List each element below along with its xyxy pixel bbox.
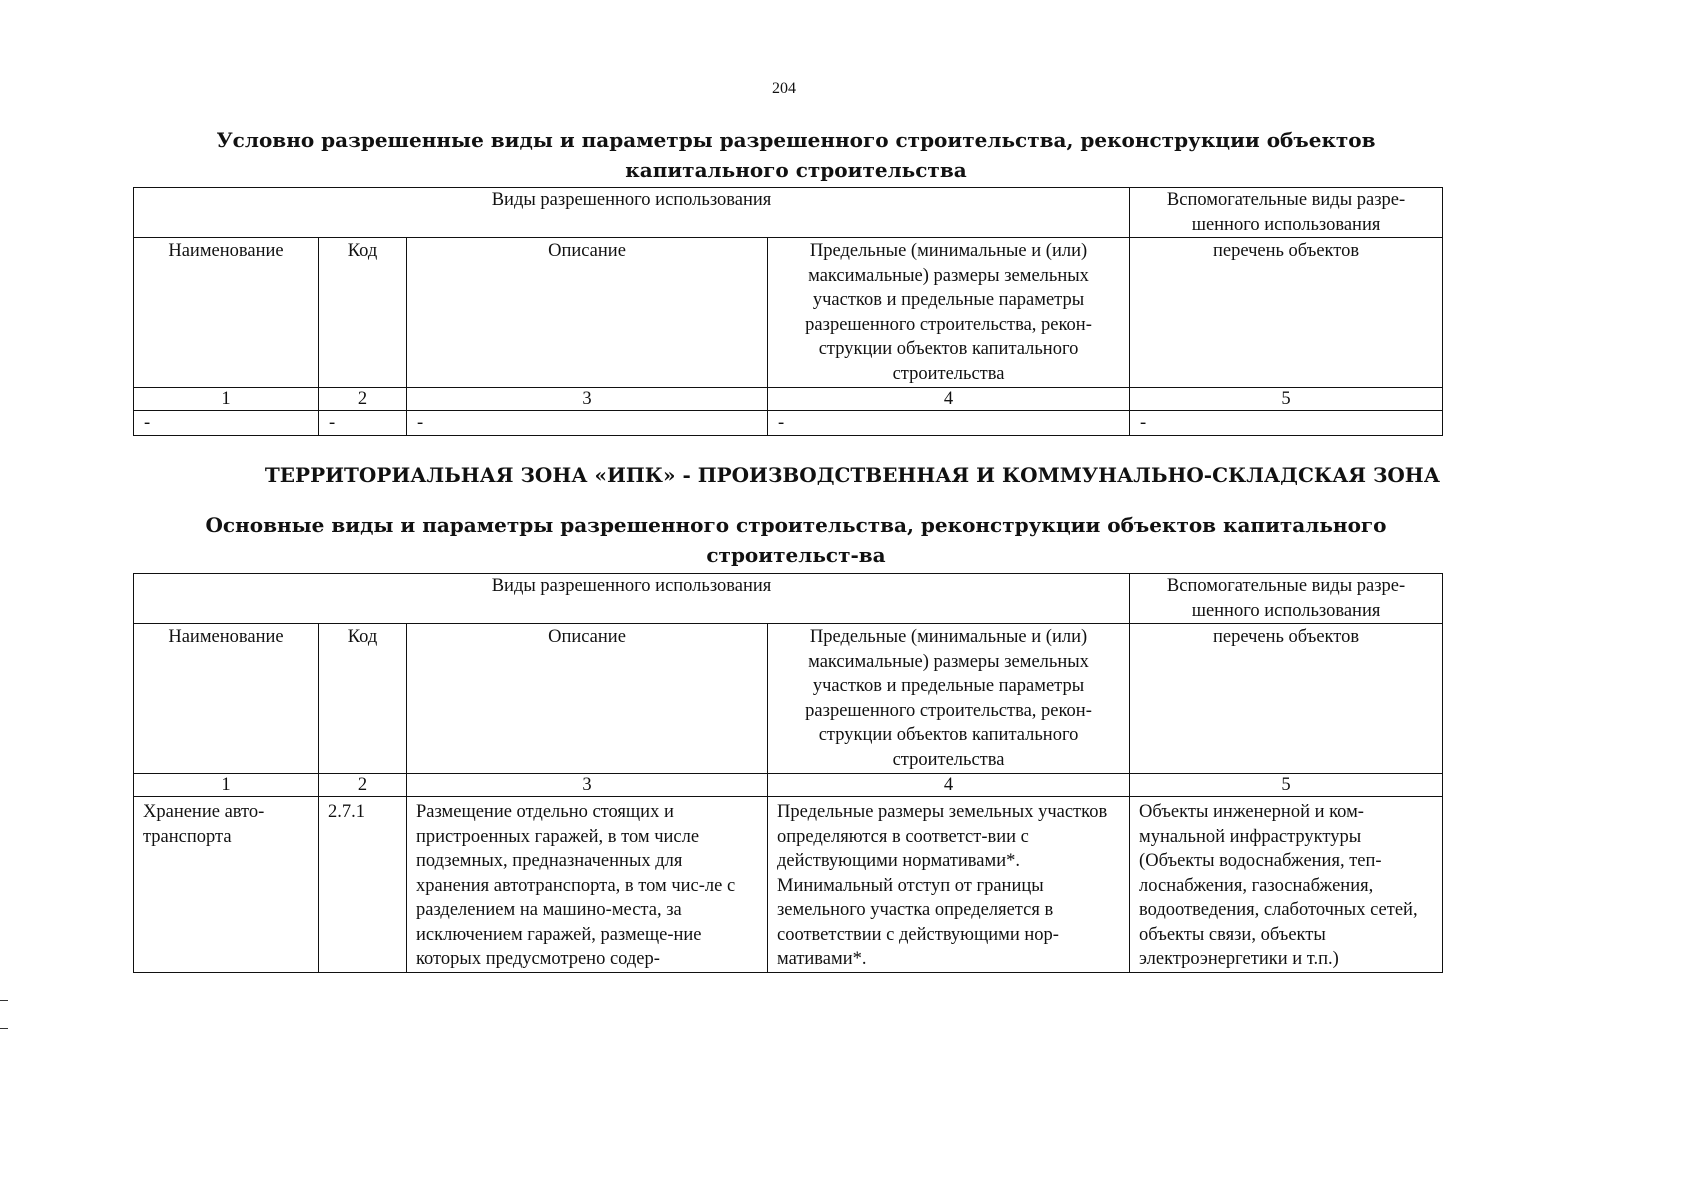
- table-cell: -: [1130, 411, 1443, 436]
- column-number: 1: [134, 774, 319, 797]
- use-description-cell: Размещение отдельно стоящих и пристроенных гаражей, в том числе подземных, предназначенных для хранения автотранспорта, в том чис-ле с разделением на машино-места, за исключением гаражей, размеще-ние которых предусмотрено содер-: [407, 797, 768, 973]
- table-cell: -: [768, 411, 1130, 436]
- header-objects: перечень объектов: [1130, 624, 1443, 774]
- header-name: Наименование: [134, 238, 319, 388]
- use-limits-cell: Предельные размеры земельных участков определяются в соответст-вии с действующими нормативами*. Минимальный отступ от границы земельного участка определяется в соответствии с действующими нор-мативами*.: [768, 797, 1130, 973]
- column-number: 5: [1130, 774, 1443, 797]
- header-code: Код: [319, 624, 407, 774]
- header-group-main: Виды разрешенного использования: [134, 188, 1130, 238]
- header-description: Описание: [407, 238, 768, 388]
- zone-title: ТЕРРИТОРИАЛЬНАЯ ЗОНА «ИПК» - ПРОИЗВОДСТВЕННАЯ И КОММУНАЛЬНО-СКЛАДСКАЯ ЗОНА: [264, 463, 1440, 487]
- use-name-cell: Хранение авто-транспорта: [134, 797, 319, 973]
- column-number: 3: [407, 388, 768, 411]
- table-cell: -: [134, 411, 319, 436]
- header-description: Описание: [407, 624, 768, 774]
- use-objects-cell: Объекты инженерной и ком-мунальной инфраструктуры (Объекты водоснабжения, теп-лоснабжения, газоснабжения, водоотведения, слаботочных сетей, объекты связи, объекты электроэнергетики и т.п.): [1130, 797, 1443, 973]
- column-number: 2: [319, 388, 407, 411]
- column-number: 1: [134, 388, 319, 411]
- binding-mark: [0, 1000, 8, 1001]
- header-group-aux: Вспомогательные виды разре-шенного использования: [1130, 188, 1443, 238]
- header-objects: перечень объектов: [1130, 238, 1443, 388]
- page-number: 204: [772, 80, 796, 97]
- table-row: [134, 797, 1443, 973]
- use-code-cell: 2.7.1: [319, 797, 407, 973]
- column-number: 5: [1130, 388, 1443, 411]
- conditional-uses-table: [133, 187, 1443, 436]
- column-number: 4: [768, 774, 1130, 797]
- binding-mark: [0, 1028, 8, 1029]
- header-group-main: Виды разрешенного использования: [134, 574, 1130, 624]
- main-uses-heading: Основные виды и параметры разрешенного строительства, реконструкции объектов капитального строительст-ва: [205, 513, 1387, 567]
- table-cell: -: [407, 411, 768, 436]
- header-limits: Предельные (минимальные и (или) максимальные) размеры земельных участков и предельные параметры разрешенного строительства, рекон-струкции объектов капитального строительства: [768, 238, 1130, 388]
- header-name: Наименование: [134, 624, 319, 774]
- header-limits: Предельные (минимальные и (или) максимальные) размеры земельных участков и предельные параметры разрешенного строительства, рекон-струкции объектов капитального строительства: [768, 624, 1130, 774]
- column-number: 2: [319, 774, 407, 797]
- conditional-uses-heading: Условно разрешенные виды и параметры разрешенного строительства, реконструкции объектов капитального строительства: [216, 128, 1376, 182]
- header-code: Код: [319, 238, 407, 388]
- column-number: 4: [768, 388, 1130, 411]
- main-uses-table: [133, 573, 1443, 973]
- table-row: [134, 411, 1443, 436]
- table-cell: -: [319, 411, 407, 436]
- column-number: 3: [407, 774, 768, 797]
- header-group-aux: Вспомогательные виды разре-шенного использования: [1130, 574, 1443, 624]
